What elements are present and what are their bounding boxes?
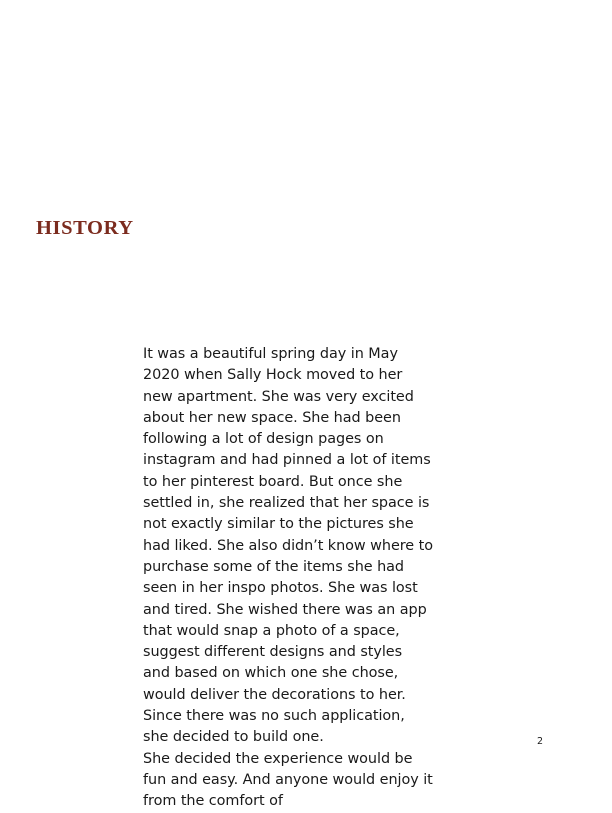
body-text-block	[143, 344, 433, 813]
paragraph-1: It was a beautiful spring day in May 2020 when Sally Hock moved to her new apartment. She was very excited about her new space. She had been following a lot of design pages on instagram and had pinned a lot of items to her pinterest board. But once she settled in, she realized that her space is not exactly similar to the pictures she had liked. She also didn’t know where to purchase some of the items she had seen in her inspo photos. She was lost and tired. She wished there was an app that would snap a photo of a space, suggest different designs and styles and based on which one she chose, would deliver the decorations to her. Since there was no such application, she decided to build one.	[143, 346, 433, 746]
paragraph-2: She decided the experience would be fun and easy. And anyone would enjoy it from the comfort of	[143, 750, 433, 810]
page-heading: HISTORY	[36, 216, 134, 239]
page-number: 2	[537, 736, 544, 747]
